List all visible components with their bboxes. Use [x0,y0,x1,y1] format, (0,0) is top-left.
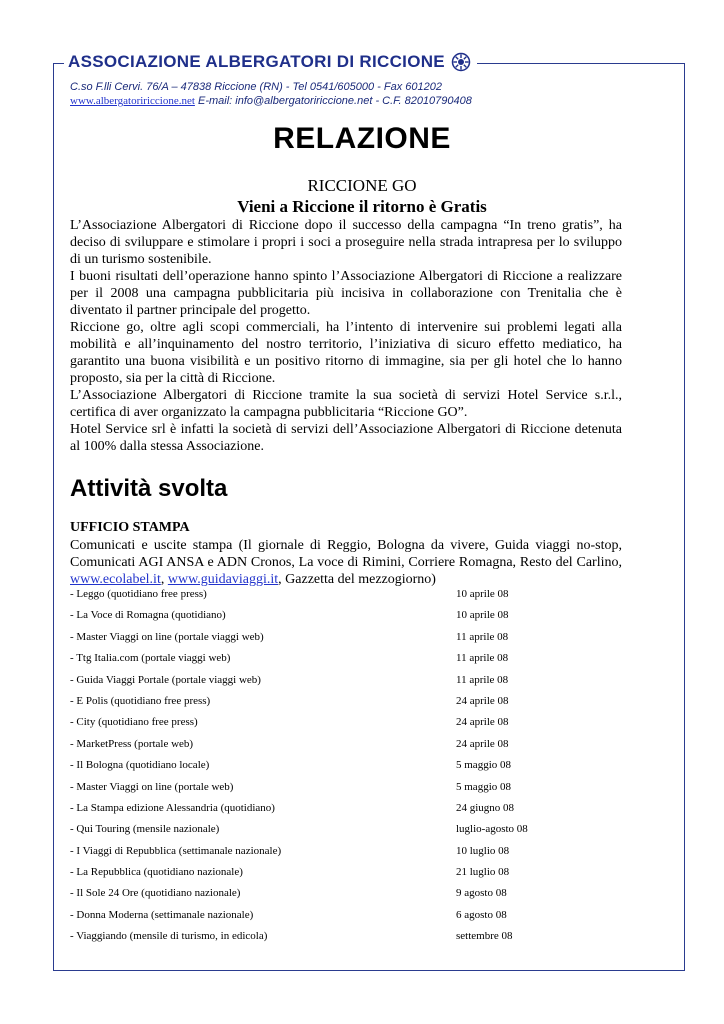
body-paragraph: Riccione go, oltre agli scopi commerciali, ha l’intento di intervenire sui problemi legati alla mobilità e all’inquinamento del nostro territorio, l’iniziativa di sicuro effetto mediatico, ha garantito una buona visibilità e un positivo ritorno di immagine, sia per gli hotel che lo hanno proposto, sia per la città di Riccione. [70,320,622,386]
press-outlet: - Ttg Italia.com (portale viaggi web) [70,652,231,665]
press-office-intro: Comunicati e uscite stampa (Il giornale di Reggio, Bologna da vivere, Guida viaggi no-stop, Comunicati AGI ANSA e ADN Cronos, La voce di Rimini, Corriere Romagna, Resto del Carlino, [70,538,622,570]
document-title: RELAZIONE [273,122,451,155]
list-item [70,930,570,951]
press-outlet: - Il Sole 24 Ore (quotidiano nazionale) [70,887,241,900]
list-item [70,866,570,887]
link-separator: , [160,572,168,587]
press-outlet: - City (quotidiano free press) [70,716,198,729]
list-item [70,738,570,759]
press-date: 10 luglio 08 [456,844,510,857]
press-outlet: - Master Viaggi on line (portale web) [70,780,234,793]
org-name: ASSOCIAZIONE ALBERGATORI DI RICCIONE [68,52,445,71]
section-heading: Attività svolta [70,475,228,502]
list-item [70,845,570,866]
list-item [70,823,570,844]
list-item [70,759,570,780]
press-date: 11 aprile 08 [456,630,509,643]
report-body [70,217,622,455]
contact-email: E-mail: info@albergatoririccione.net - C.F. 82010790408 [194,95,472,107]
list-item [70,887,570,908]
press-list [70,588,570,952]
press-outlet: - Donna Moderna (settimanale nazionale) [70,908,254,921]
press-outlet: - La Repubblica (quotidiano nazionale) [70,866,243,879]
campaign-name: RICCIONE GO [307,176,417,195]
press-outlet: - Qui Touring (mensile nazionale) [70,823,220,836]
press-date: 24 giugno 08 [456,801,515,814]
body-paragraph: L’Associazione Albergatori di Riccione tramite la sua società di servizi Hotel Service s.r.l., certifica di aver organizzato la campagna pubblicitaria “Riccione GO”. [70,388,622,420]
press-date: 11 aprile 08 [456,673,509,686]
press-date: 24 aprile 08 [456,716,509,729]
press-outlet: - Master Viaggi on line (portale viaggi web) [70,630,264,643]
body-paragraph: Hotel Service srl è infatti la società di servizi dell’Associazione Albergatori di Riccione detenuta al 100% dalla stessa Associazione. [70,422,622,454]
press-outlet: - Leggo (quotidiano free press) [70,588,207,600]
list-item [70,674,570,695]
guidaviaggi-link[interactable]: www.guidaviaggi.it [167,572,279,587]
press-outlet: - Guida Viaggi Portale (portale viaggi web) [70,673,261,686]
ecolabel-link[interactable]: www.ecolabel.it [70,572,161,587]
press-date: 10 aprile 08 [456,609,509,622]
press-outlet: - Viaggiando (mensile di turismo, in edicola) [70,930,268,943]
press-date: 5 maggio 08 [456,759,511,772]
body-paragraph: I buoni risultati dell’operazione hanno spinto l’Associazione Albergatori di Riccione a realizzare per il 2008 una campagna pubblicitaria più incisiva in collaborazione con Trenitalia che è diventato il partner principale del progetto. [70,269,622,318]
press-office-text [70,537,622,588]
press-date: luglio-agosto 08 [456,823,528,836]
press-date: 6 agosto 08 [456,908,507,921]
press-date: 9 agosto 08 [456,887,507,900]
list-item [70,609,570,630]
press-date: 5 maggio 08 [456,780,511,793]
list-item [70,652,570,673]
list-item [70,781,570,802]
contact-web-email [70,94,472,108]
org-header [64,52,477,72]
press-date: 10 aprile 08 [456,588,509,600]
press-office-outro: , Gazzetta del mezzogiorno) [278,572,436,587]
press-date: 24 aprile 08 [456,694,509,707]
list-item [70,716,570,737]
press-date: settembre 08 [456,930,513,943]
body-paragraph: L’Associazione Albergatori di Riccione dopo il successo della campagna “In treno gratis”, ha deciso di sviluppare e stimolare i propri i soci a proseguire nella strada intrapresa per lo sviluppo di un turismo sostenibile. [70,218,622,267]
press-office-heading: UFFICIO STAMPA [70,520,190,535]
press-date: 11 aprile 08 [456,652,509,665]
contact-address: C.so F.lli Cervi. 76/A – 47838 Riccione (RN) - Tel 0541/605000 - Fax 601202 [70,81,442,93]
press-outlet: - E Polis (quotidiano free press) [70,694,211,707]
press-outlet: - La Stampa edizione Alessandria (quotidiano) [70,801,275,814]
website-link[interactable]: www.albergatoririccione.net [70,95,195,107]
press-outlet: - Il Bologna (quotidiano locale) [70,759,210,772]
list-item [70,695,570,716]
contact-block [70,80,472,108]
press-outlet: - La Voce di Romagna (quotidiano) [70,609,226,622]
press-outlet: - I Viaggi di Repubblica (settimanale nazionale) [70,844,282,857]
association-logo-icon [451,52,471,72]
press-date: 21 luglio 08 [456,866,510,879]
list-item [70,909,570,930]
list-item [70,631,570,652]
press-outlet: - MarketPress (portale web) [70,737,194,750]
press-date: 24 aprile 08 [456,737,509,750]
list-item [70,802,570,823]
list-item [70,588,570,609]
campaign-slogan: Vieni a Riccione il ritorno è Gratis [237,197,487,216]
